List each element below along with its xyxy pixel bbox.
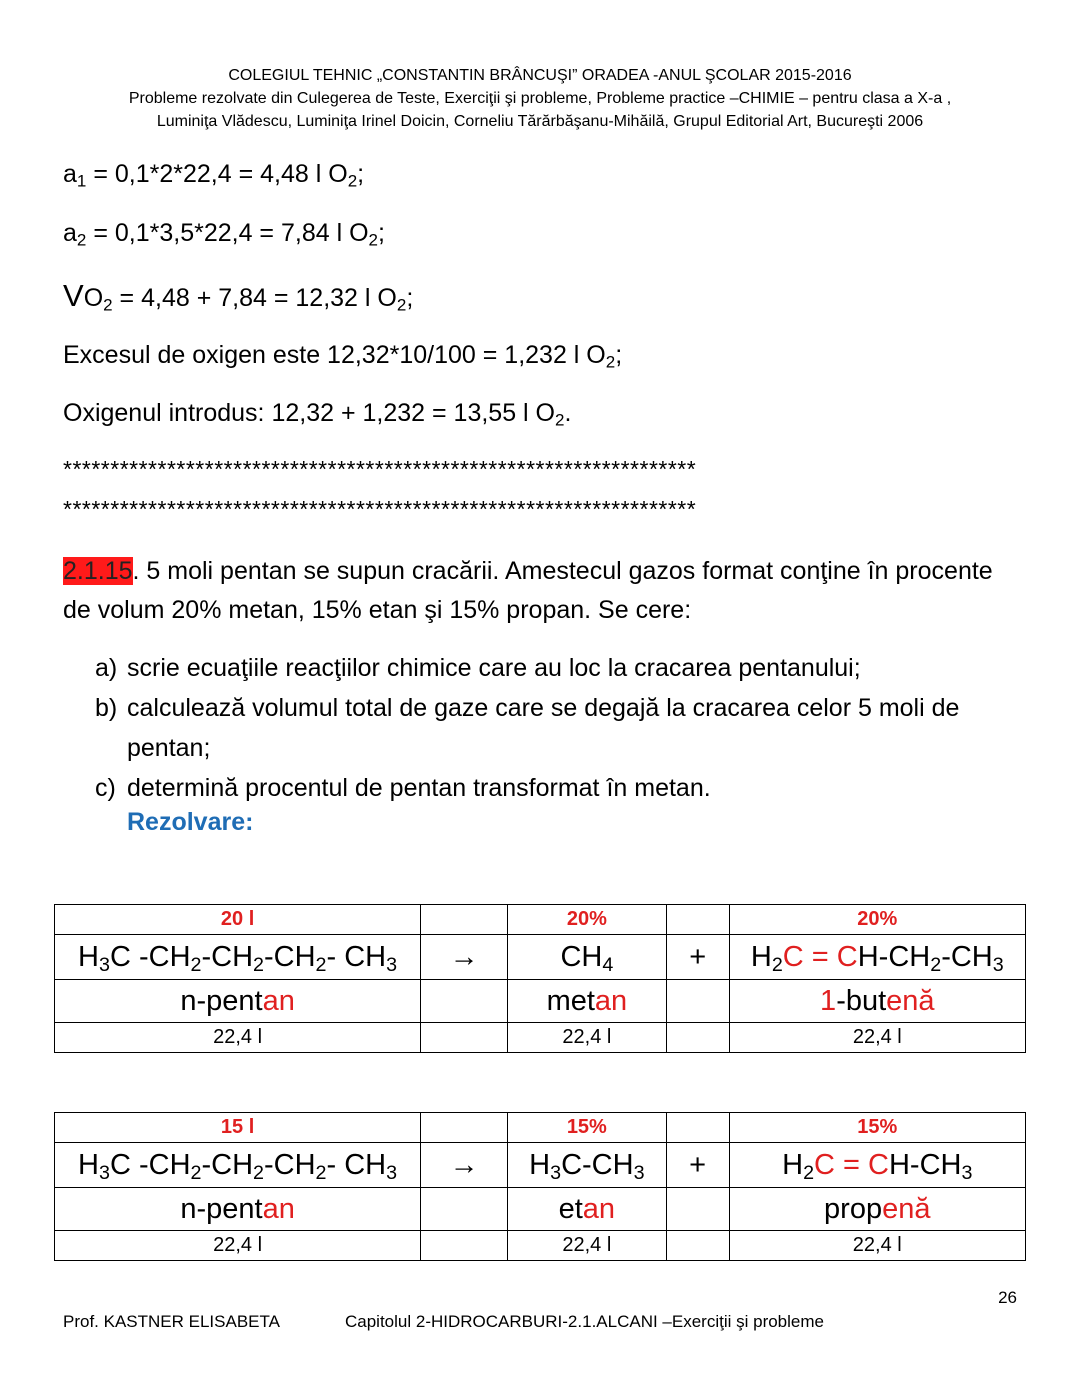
formula-butene: $H_2C = CH-CH_2-CH_3$	[729, 935, 1025, 980]
formula-pentane: $H_3C$ $-CH_2-CH_2-CH_2-$ $CH_3$	[55, 1143, 421, 1188]
name-propene: propenă	[729, 1188, 1025, 1231]
problem-number: 2.1.15	[63, 557, 133, 585]
calc-a2: $a_2 = 0,1*3,5*22,4 = 7,84$ l $O_2$;	[63, 219, 385, 250]
header-source: Probleme rezolvate din Culegerea de Teste, Exerciţii şi probleme, Probleme practice –CHIMIE – pentru clasa a X-a ,	[128, 90, 952, 107]
arrow-icon: →	[421, 1143, 508, 1188]
list-item: c) determină procentul de pentan transformat în metan.	[95, 774, 711, 802]
plus-sign: +	[666, 935, 729, 980]
reaction-table-2	[54, 1112, 1026, 1261]
formula-methane: $CH_4$	[507, 935, 666, 980]
name-pentane: n-pentan	[55, 980, 421, 1023]
table-row	[55, 980, 1026, 1023]
solution-heading: Rezolvare:	[127, 808, 254, 836]
table-row: 20 l 20% 20%	[55, 905, 1026, 935]
list-item: b) calculează volumul total de gaze care se degajă la cracarea celor 5 moli de pentan;	[95, 694, 960, 762]
footer-author: Prof. KASTNER ELISABETA	[63, 1312, 280, 1331]
calc-exces: Excesul de oxigen este 12,32*10/100 = 1,232 l $O_2$;	[63, 341, 623, 372]
header-authors: Luminiţa Vlădescu, Luminiţa Irinel Doicin, Corneliu Tărărbăşanu-Mihăilă, Grupul Editorial Art, Bucureşti 2006	[156, 113, 924, 130]
table-row	[55, 1143, 1026, 1188]
calc-vo2: $VO_2 = 4,48 + 7,84 = 12,32$ l $O_2$;	[63, 278, 414, 315]
reaction-table-1	[54, 904, 1026, 1053]
table-row	[55, 935, 1026, 980]
name-methane: metan	[507, 980, 666, 1023]
footer-chapter: Capitolul 2-HIDROCARBURI-2.1.ALCANI –Exerciţii şi probleme	[345, 1312, 824, 1331]
table-row: 15 l 15% 15%	[55, 1113, 1026, 1143]
formula-ethane: $H_3C-CH_3$	[507, 1143, 666, 1188]
header-school: COLEGIUL TEHNIC „CONSTANTIN BRÂNCUŞI” ORADEA -ANUL ŞCOLAR 2015-2016	[228, 67, 852, 84]
problem-text: . 5 moli pentan se supun cracării. Amestecul gazos format conţine în procente de volum 20% metan, 15% etan şi 15% propan. Se cere:	[63, 557, 993, 624]
list-item: a) scrie ecuaţiile reacţiilor chimice care au loc la cracarea pentanului;	[95, 654, 861, 682]
table-row: 22,4 l 22,4 l 22,4 l	[55, 1023, 1026, 1053]
name-pentane: n-pentan	[55, 1188, 421, 1231]
formula-pentane: $H_3C$ $-CH_2-CH_2-CH_2-$ $CH_3$	[55, 935, 421, 980]
calc-a1: $a_1 = 0,1*2*22,4 = 4,48$ l $O_2$;	[63, 160, 365, 191]
calc-introdus: Oxigenul introdus: 12,32 + 1,232 = 13,55 l $O_2$.	[63, 399, 572, 430]
problem-items	[95, 648, 1015, 808]
problem-statement	[63, 552, 1023, 630]
formula-propene: $H_2C = CH-CH_3$	[729, 1143, 1025, 1188]
arrow-icon: →	[421, 935, 508, 980]
page-number: 26	[998, 1288, 1017, 1307]
table-row	[55, 1188, 1026, 1231]
name-butene: 1-butenă	[729, 980, 1025, 1023]
separator-stars: *******************************************************************	[63, 496, 697, 522]
separator-stars: *******************************************************************	[63, 456, 697, 482]
name-ethane: etan	[507, 1188, 666, 1231]
plus-sign: +	[666, 1143, 729, 1188]
page-header	[0, 64, 1080, 133]
table-row: 22,4 l 22,4 l 22,4 l	[55, 1231, 1026, 1261]
